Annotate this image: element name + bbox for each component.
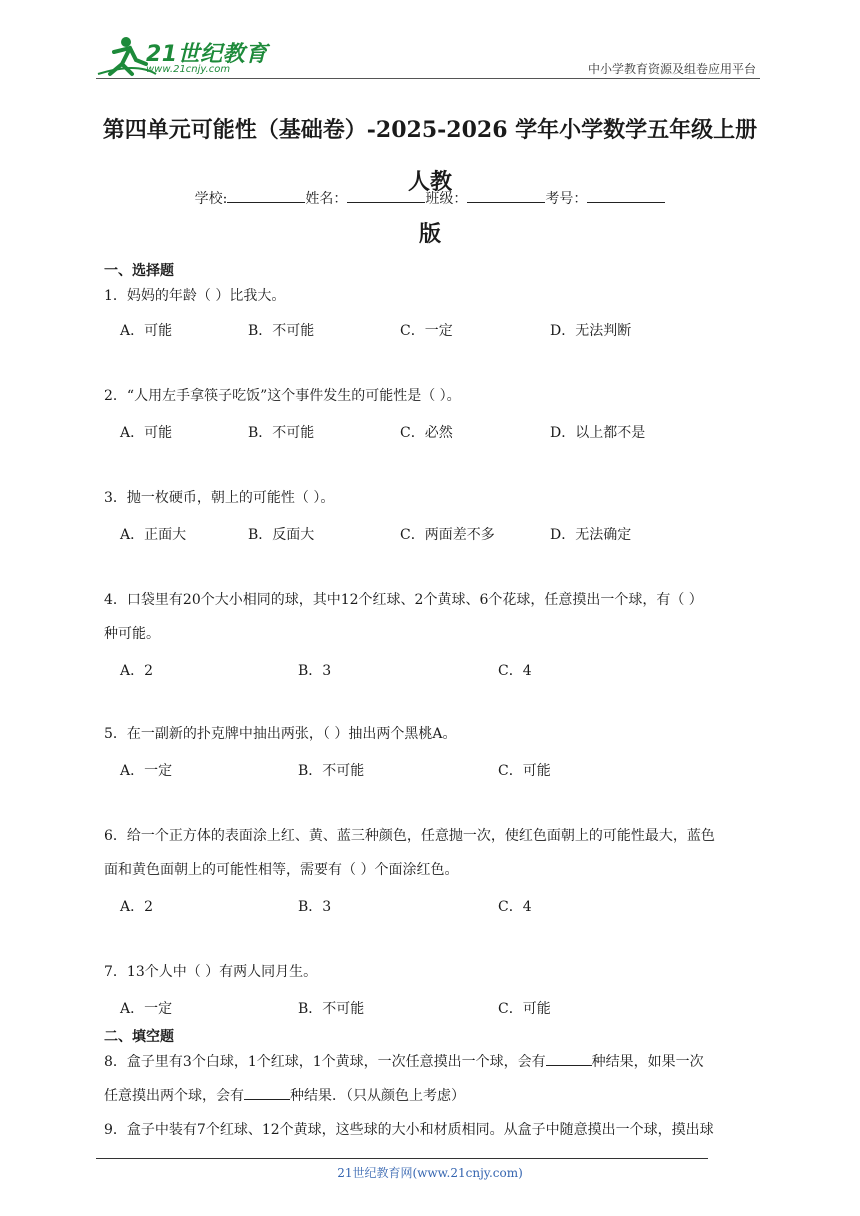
exam-no-label: 考号： bbox=[545, 191, 588, 207]
q2-option-c[interactable]: C．必然 bbox=[400, 425, 453, 441]
question-7: 7．13个人中（ ）有两人同月生。 bbox=[104, 964, 318, 980]
question-8-line-2 bbox=[104, 1078, 764, 1114]
section-heading-fill: 二、填空题 bbox=[104, 1029, 174, 1045]
q1-option-d[interactable]: D．无法判断 bbox=[550, 323, 632, 339]
q3-option-a[interactable]: A．正面大 bbox=[120, 527, 187, 543]
section-heading-choice: 一、选择题 bbox=[104, 263, 174, 279]
q3-option-b[interactable]: B．反面大 bbox=[248, 527, 315, 543]
exam-no-blank[interactable] bbox=[587, 188, 665, 203]
q8-text-b: 种结果，如果一次 bbox=[591, 1054, 704, 1070]
q1-option-b[interactable]: B．不可能 bbox=[248, 323, 315, 339]
header-divider bbox=[96, 78, 760, 79]
question-6-line-1: 6．给一个正方体的表面涂上红、黄、蓝三种颜色，任意抛一次，使红色面朝上的可能性最大，蓝色 bbox=[104, 828, 715, 844]
footer-link[interactable]: 21世纪教育网(www.21cnjy.com) bbox=[337, 1166, 523, 1180]
q2-option-b[interactable]: B．不可能 bbox=[248, 425, 315, 441]
page-title bbox=[96, 104, 764, 260]
q5-option-a[interactable]: A．一定 bbox=[120, 763, 173, 779]
question-3: 3．抛一枚硬币，朝上的可能性（ ）。 bbox=[104, 490, 335, 506]
q7-option-c[interactable]: C．可能 bbox=[498, 1001, 551, 1017]
question-4-line-2: 种可能。 bbox=[104, 626, 160, 642]
q1-option-c[interactable]: C．一定 bbox=[400, 323, 453, 339]
school-blank[interactable] bbox=[227, 188, 305, 203]
question-4-line-1: 4．口袋里有20个大小相同的球，其中12个红球、2个黄球、6个花球，任意摸出一个球，有（ ） bbox=[104, 592, 703, 608]
q8-text-d: 种结果．（只从颜色上考虑） bbox=[290, 1088, 465, 1104]
q3-option-c[interactable]: C．两面差不多 bbox=[400, 527, 495, 543]
platform-name: 中小学教育资源及组卷应用平台 bbox=[587, 62, 756, 76]
title-line-1: 第四单元可能性（基础卷）-2025-2026 学年小学数学五年级上册人教 bbox=[102, 117, 758, 195]
q2-option-a[interactable]: A．可能 bbox=[120, 425, 173, 441]
name-blank[interactable] bbox=[347, 188, 425, 203]
title-line-2: 版 bbox=[418, 221, 441, 247]
q5-option-b[interactable]: B．不可能 bbox=[298, 763, 365, 779]
question-6-line-2: 面和黄色面朝上的可能性相等，需要有（ ）个面涂红色。 bbox=[104, 862, 459, 878]
q3-option-d[interactable]: D．无法确定 bbox=[550, 527, 632, 543]
q7-option-b[interactable]: B．不可能 bbox=[298, 1001, 365, 1017]
q5-option-c[interactable]: C．可能 bbox=[498, 763, 551, 779]
q8-blank-1[interactable] bbox=[546, 1051, 592, 1066]
q2-option-d[interactable]: D．以上都不是 bbox=[550, 425, 646, 441]
question-9-line-1: 9．盒子中装有7个红球、12个黄球，这些球的大小和材质相同。从盒子中随意摸出一个球，摸出球 bbox=[104, 1122, 714, 1138]
q6-option-c[interactable]: C．4 bbox=[498, 899, 532, 915]
q4-option-b[interactable]: B．3 bbox=[298, 663, 332, 679]
name-label: 姓名： bbox=[305, 191, 348, 207]
q7-option-a[interactable]: A．一定 bbox=[120, 1001, 173, 1017]
q8-blank-2[interactable] bbox=[244, 1085, 290, 1100]
class-blank[interactable] bbox=[467, 188, 545, 203]
q4-option-c[interactable]: C．4 bbox=[498, 663, 532, 679]
logo-brand-text: 21世纪教育 bbox=[146, 42, 268, 67]
question-8-line-1 bbox=[104, 1044, 764, 1080]
q8-text-a: 8．盒子里有3个白球，1个红球，1个黄球，一次任意摸出一个球，会有 bbox=[104, 1054, 546, 1070]
q4-option-a[interactable]: A．2 bbox=[120, 663, 154, 679]
question-1: 1．妈妈的年龄（ ）比我大。 bbox=[104, 288, 286, 304]
question-2: 2．“人用左手拿筷子吃饭”这个事件发生的可能性是（ ）。 bbox=[104, 388, 461, 404]
q6-option-a[interactable]: A．2 bbox=[120, 899, 154, 915]
q6-option-b[interactable]: B．3 bbox=[298, 899, 332, 915]
class-label: 班级： bbox=[425, 191, 468, 207]
school-label: 学校: bbox=[194, 191, 228, 207]
question-5: 5．在一副新的扑克牌中抽出两张，（ ）抽出两个黑桃A。 bbox=[104, 726, 457, 742]
student-info-line bbox=[96, 188, 764, 208]
footer-divider bbox=[96, 1158, 708, 1159]
q1-option-a[interactable]: A．可能 bbox=[120, 323, 173, 339]
q8-text-c: 任意摸出两个球，会有 bbox=[104, 1088, 244, 1104]
logo-url-text: www.21cnjy.com bbox=[146, 64, 231, 75]
